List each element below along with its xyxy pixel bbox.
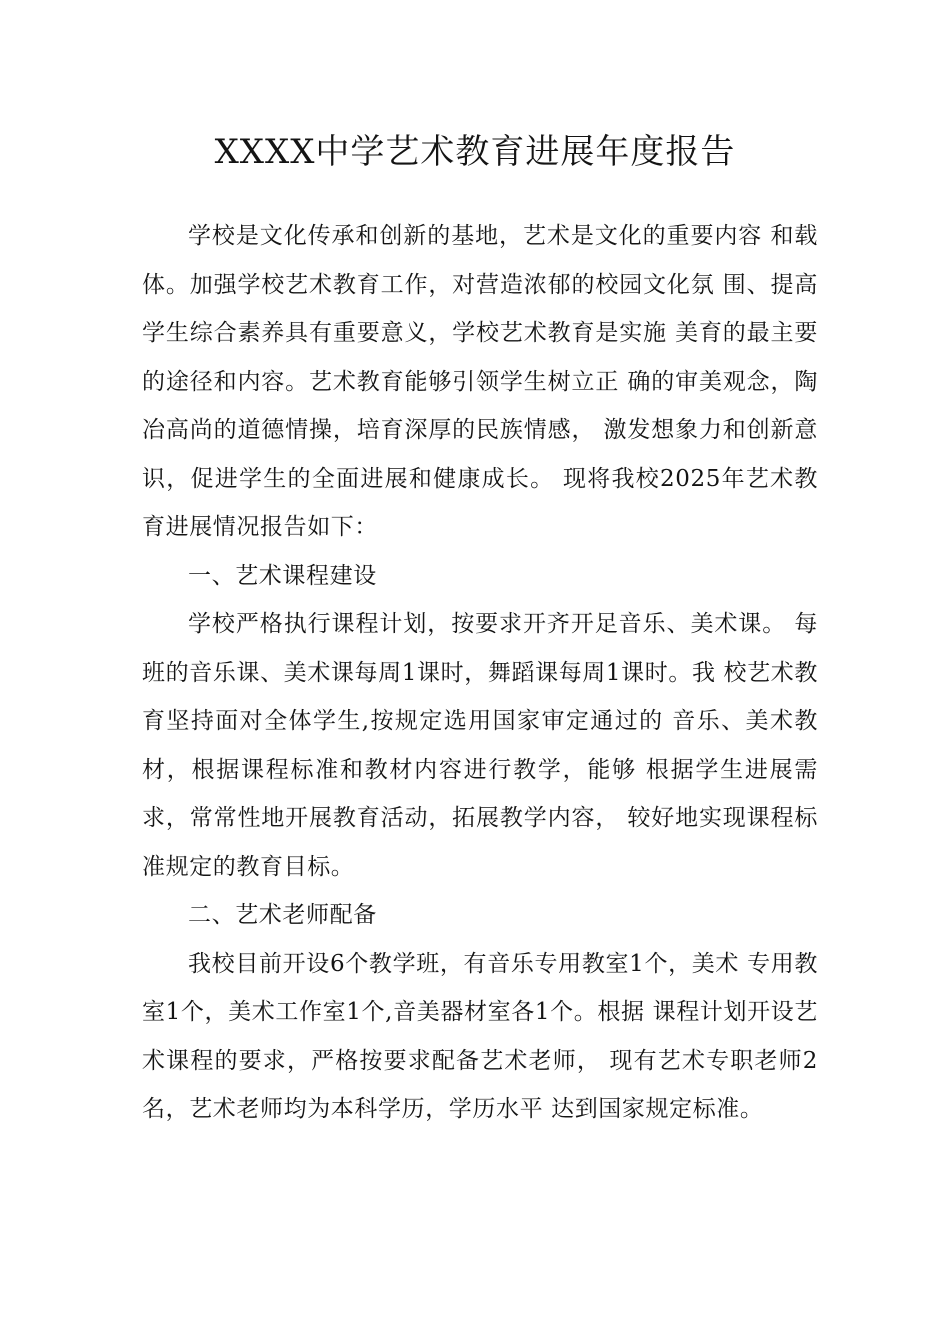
section-heading-teacher-staffing: 二、艺术老师配备: [188, 902, 377, 928]
section-paragraph-course-construction: 学校严格执行课程计划，按要求开齐开足音乐、美术课。 每班的音乐课、美术课每周1课时，舞蹈课每周1课时。我 校艺术教育坚持面对全体学生,按规定选用国家审定通过的 音乐、美术教材，根据课程标准和教材内容进行教学，能够 根据学生进展需求，常常性地开展教育活动，拓展教学内容， 较好地实现课程标准规定的教育目标。: [142, 611, 818, 880]
document-title: XXXX中学艺术教育进展年度报告: [214, 132, 736, 172]
section-paragraph-teacher-staffing: 我校目前开设6个教学班，有音乐专用教室1个，美术 专用教室1个，美术工作室1个,音美器材室各1个。根据 课程计划开设艺术课程的要求，严格按要求配备艺术老师， 现有艺术专职老师2名，艺术老师均为本科学历，学历水平 达到国家规定标准。: [142, 950, 818, 1122]
section-heading-course-construction: 一、艺术课程建设: [188, 562, 377, 589]
document-body: [142, 212, 818, 1134]
intro-paragraph: 学校是文化传承和创新的基地，艺术是文化的重要内容 和载体。加强学校艺术教育工作，对营造浓郁的校园文化氛 围、提高学生综合素养具有重要意义，学校艺术教育是实施 美育的最主要的途径和内容。艺术教育能够引领学生树立正 确的审美观念，陶冶高尚的道德情操，培育深厚的民族情感， 激发想象力和创新意识，促进学生的全面进展和健康成长。 现将我校2025年艺术教育进展情况报告如下：: [142, 223, 818, 540]
